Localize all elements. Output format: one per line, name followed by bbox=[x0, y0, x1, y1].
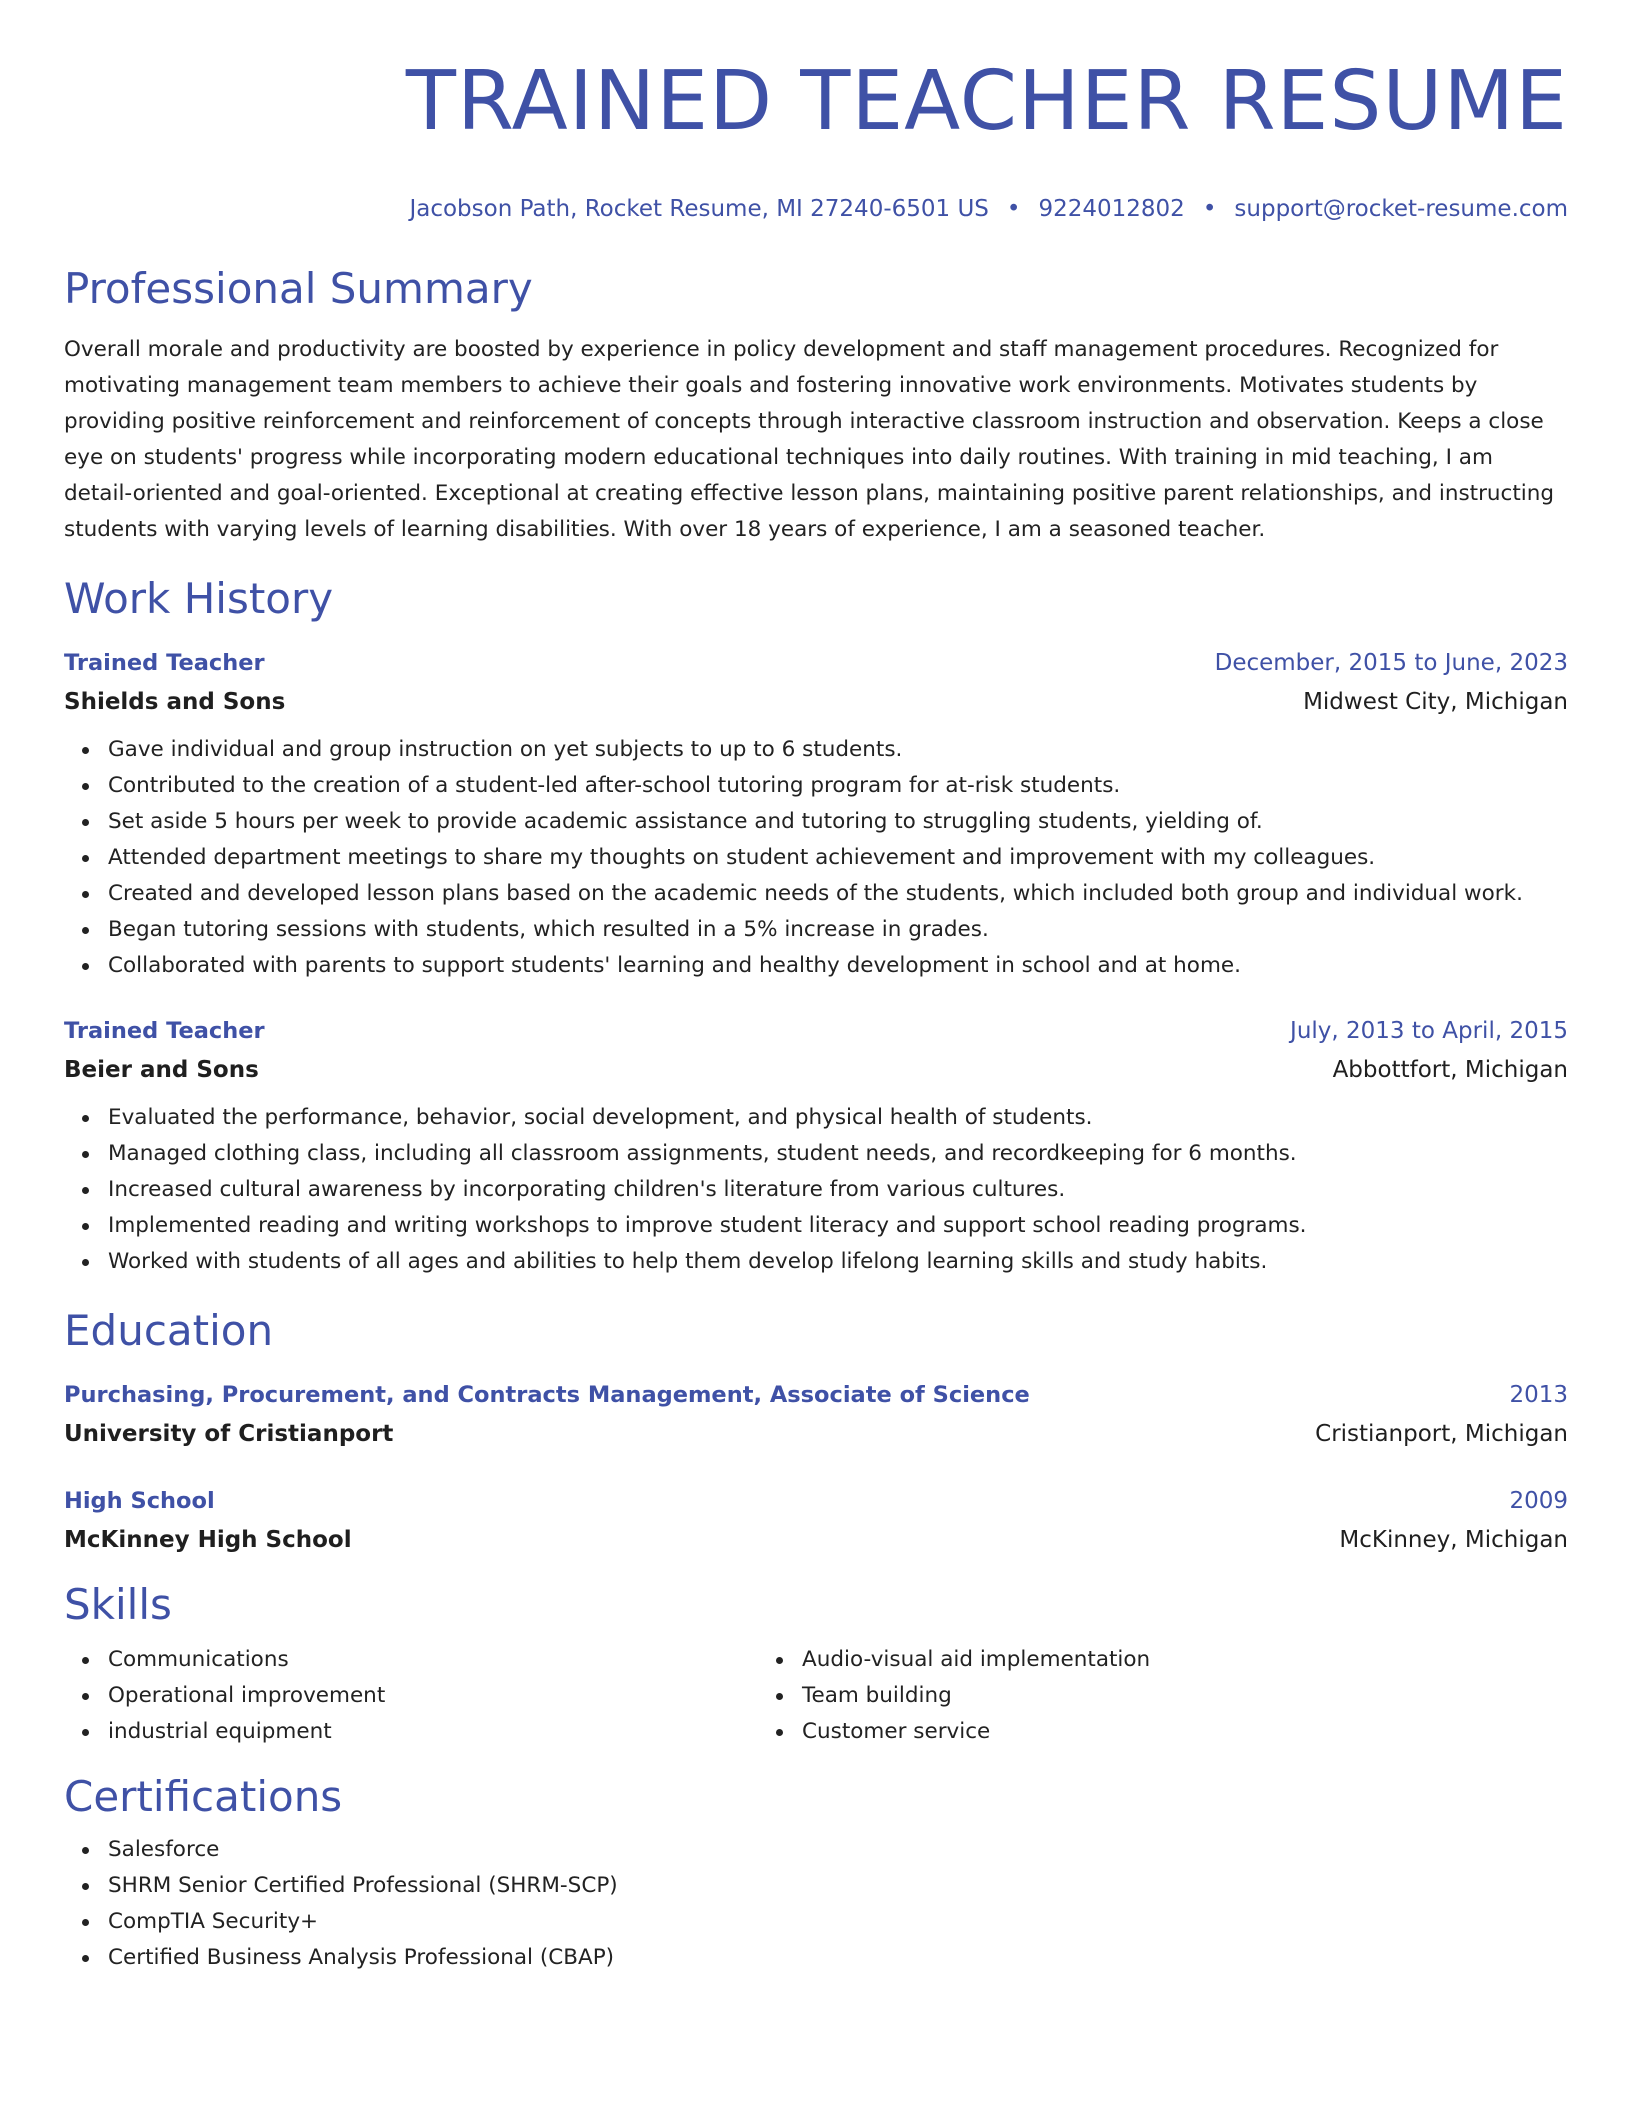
list-item: Salesforce bbox=[108, 1832, 1568, 1868]
list-item: Collaborated with parents to support students' learning and healthy development in school and at home. bbox=[108, 948, 1568, 984]
job-dates: December, 2015 to June, 2023 bbox=[1214, 650, 1568, 676]
list-item: Worked with students of all ages and abilities to help them develop lifelong learning skills and study habits. bbox=[108, 1244, 1568, 1280]
education-entry bbox=[64, 1376, 1568, 1454]
job-company: Beier and Sons bbox=[64, 1057, 259, 1083]
education-school: University of Cristianport bbox=[64, 1421, 394, 1447]
resume-title: TRAINED TEACHER RESUME bbox=[405, 54, 1568, 149]
contact-line bbox=[64, 194, 1568, 224]
contact-email: support@rocket-resume.com bbox=[1234, 196, 1568, 222]
education-location: Cristianport, Michigan bbox=[1315, 1421, 1568, 1447]
job-entry bbox=[64, 644, 1568, 984]
education-year: 2009 bbox=[1509, 1488, 1568, 1514]
education-degree: Purchasing, Procurement, and Contracts Management, Associate of Science bbox=[64, 1382, 1030, 1408]
job-dates: July, 2013 to April, 2015 bbox=[1290, 1018, 1568, 1044]
job-company: Shields and Sons bbox=[64, 689, 286, 715]
job-role: Trained Teacher bbox=[64, 1018, 265, 1044]
list-item: Managed clothing class, including all classroom assignments, student needs, and recordkeeping for 6 months. bbox=[108, 1136, 1568, 1172]
list-item: Began tutoring sessions with students, which resulted in a 5% increase in grades. bbox=[108, 912, 1568, 948]
education-heading: Education bbox=[64, 1306, 274, 1355]
job-bullets bbox=[64, 1100, 1568, 1280]
list-item: Created and developed lesson plans based on the academic needs of the students, which included both group and individual work. bbox=[108, 876, 1568, 912]
list-item: Operational improvement bbox=[108, 1678, 758, 1714]
education-school: McKinney High School bbox=[64, 1527, 352, 1553]
list-item: CompTIA Security+ bbox=[108, 1904, 1568, 1940]
job-bullets bbox=[64, 732, 1568, 984]
education-year: 2013 bbox=[1509, 1382, 1568, 1408]
job-location: Abbottfort, Michigan bbox=[1332, 1057, 1568, 1083]
summary-text: Overall morale and productivity are boosted by experience in policy development and staff management procedures. Recognized for motivating management team members to achieve their goals and fostering innovative work environments. Motivates students by providing positive reinforcement and reinforcement of concepts through interactive classroom instruction and observation. Keeps a close eye on students' progress while incorporating modern educational techniques into daily routines. With training in mid teaching, I am detail-oriented and goal-oriented. Exceptional at creating effective lesson plans, maintaining positive parent relationships, and instructing students with varying levels of learning disabilities. With over 18 years of experience, I am a seasoned teacher. bbox=[64, 337, 1555, 542]
list-item: Increased cultural awareness by incorporating children's literature from various cultures. bbox=[108, 1172, 1568, 1208]
list-item: Set aside 5 hours per week to provide academic assistance and tutoring to struggling students, yielding of. bbox=[108, 804, 1568, 840]
list-item: Gave individual and group instruction on yet subjects to up to 6 students. bbox=[108, 732, 1568, 768]
summary-heading: Professional Summary bbox=[64, 264, 533, 313]
education-degree: High School bbox=[64, 1488, 215, 1514]
certifications-heading: Certifications bbox=[64, 1772, 343, 1821]
job-location: Midwest City, Michigan bbox=[1303, 689, 1568, 715]
list-item: Contributed to the creation of a student-led after-school tutoring program for at-risk students. bbox=[108, 768, 1568, 804]
list-item: Certified Business Analysis Professional (CBAP) bbox=[108, 1940, 1568, 1976]
education-entry bbox=[64, 1482, 1568, 1560]
list-item: SHRM Senior Certified Professional (SHRM-SCP) bbox=[108, 1868, 1568, 1904]
list-item: industrial equipment bbox=[108, 1714, 758, 1750]
skills-heading: Skills bbox=[64, 1580, 172, 1629]
certifications-list bbox=[64, 1832, 1568, 1976]
skills-column-left bbox=[64, 1642, 758, 1750]
list-item: Communications bbox=[108, 1642, 758, 1678]
contact-separator: • bbox=[1006, 196, 1021, 222]
list-item: Evaluated the performance, behavior, social development, and physical health of students. bbox=[108, 1100, 1568, 1136]
skills-column-right bbox=[758, 1642, 1452, 1750]
job-entry bbox=[64, 1012, 1568, 1280]
education-location: McKinney, Michigan bbox=[1339, 1527, 1568, 1553]
work-history-heading: Work History bbox=[64, 574, 334, 623]
list-item: Team building bbox=[802, 1678, 1452, 1714]
job-role: Trained Teacher bbox=[64, 650, 265, 676]
list-item: Audio-visual aid implementation bbox=[802, 1642, 1452, 1678]
contact-phone: 9224012802 bbox=[1038, 196, 1185, 222]
list-item: Customer service bbox=[802, 1714, 1452, 1750]
skills-list bbox=[64, 1642, 1568, 1750]
contact-separator: • bbox=[1202, 196, 1217, 222]
list-item: Attended department meetings to share my thoughts on student achievement and improvement with my colleagues. bbox=[108, 840, 1568, 876]
list-item: Implemented reading and writing workshops to improve student literacy and support school reading programs. bbox=[108, 1208, 1568, 1244]
contact-address: Jacobson Path, Rocket Resume, MI 27240-6501 US bbox=[409, 196, 989, 222]
